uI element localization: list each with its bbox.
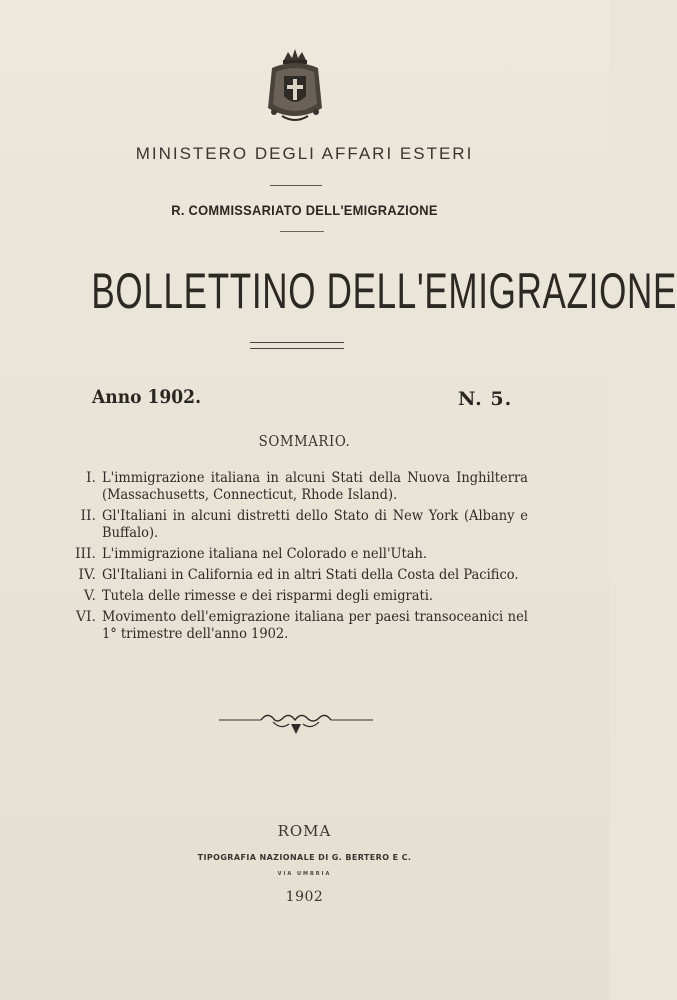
issue-year: Anno 1902. xyxy=(92,386,202,408)
item-number: VI. xyxy=(75,609,96,625)
contents-heading: SOMMARIO. xyxy=(258,434,351,450)
imprint-city: ROMA xyxy=(277,822,332,840)
list-item xyxy=(60,470,560,504)
item-number: V. xyxy=(83,588,96,604)
item-text: L'immigrazione italiana in alcuni Stati della Nuova Inghilterra (Massachusetts, Connecticut, Rhode Island). xyxy=(102,470,528,503)
contents-list xyxy=(60,470,560,647)
item-text: Gl'Italiani in alcuni distretti dello Stato di New York (Albany e Buffalo). xyxy=(102,508,528,541)
list-item xyxy=(60,567,560,584)
list-item xyxy=(60,609,560,643)
issue-number: N. 5. xyxy=(458,388,513,410)
item-text: Gl'Italiani in California ed in altri Stati della Costa del Pacifico. xyxy=(102,567,519,583)
imprint-printer: TIPOGRAFIA NAZIONALE DI G. BERTERO E C. xyxy=(197,853,412,862)
imprint-street: VIA UMBRIA xyxy=(277,871,332,877)
imprint-year: 1902 xyxy=(285,889,324,905)
commissariato-name: R. COMMISSARIATO DELL'EMIGRAZIONE xyxy=(171,202,438,218)
item-text: Tutela delle rimesse e dei risparmi degli emigrati. xyxy=(102,588,434,604)
item-number: IV. xyxy=(78,567,96,583)
page-title: BOLLETTINO DELL'EMIGRAZIONE xyxy=(91,263,677,319)
ministry-name: MINISTERO DEGLI AFFARI ESTERI xyxy=(135,144,474,163)
item-number: II. xyxy=(80,508,96,524)
royal-crest-icon xyxy=(262,46,328,126)
list-item xyxy=(60,588,560,605)
divider-rule-2 xyxy=(280,231,324,232)
double-divider xyxy=(250,342,344,349)
item-number: III. xyxy=(74,546,96,562)
item-text: Movimento dell'emigrazione italiana per paesi transoceanici nel 1° trimestre dell'anno 1902. xyxy=(102,609,528,642)
item-text: L'immigrazione italiana nel Colorado e nell'Utah. xyxy=(102,546,428,562)
decorative-flourish-icon xyxy=(215,708,377,740)
item-number: I. xyxy=(86,470,96,486)
divider-rule xyxy=(270,185,322,186)
list-item xyxy=(60,508,560,542)
list-item xyxy=(60,546,560,563)
